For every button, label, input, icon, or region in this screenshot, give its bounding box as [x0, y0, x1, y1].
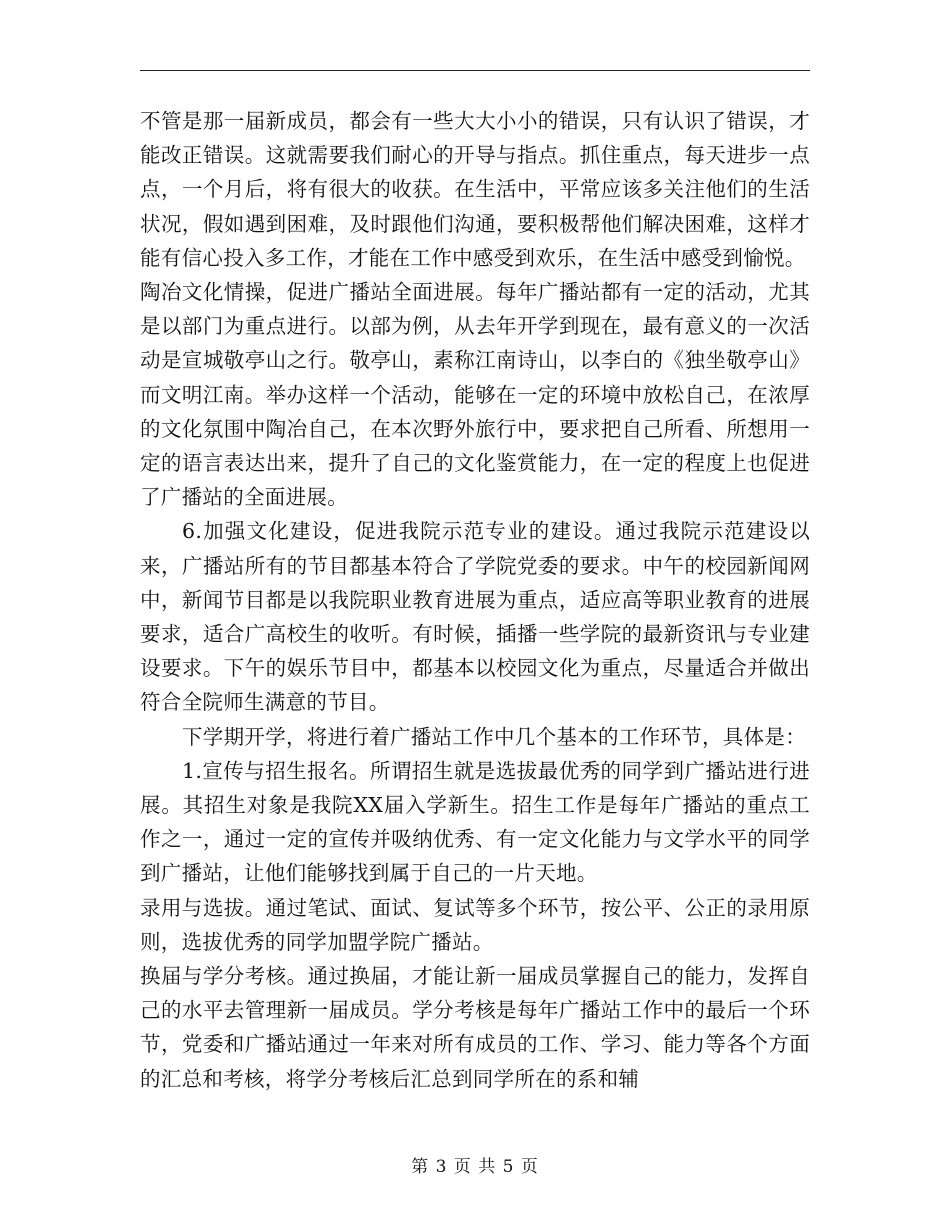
paragraph-3: 6.加强文化建设，促进我院示范专业的建设。通过我院示范建设以来，广播站所有的节目都基本符合了学院党委的要求。中午的校园新闻网中，新闻节目都是以我院职业教育进展为重点，适应高等职业教育的进展要求，适合广高校生的收听。有时候，插播一些学院的最新资讯与专业建设要求。下午的娱乐节目中，都基本以校园文化为重点，尽量适合并做出符合全院师生满意的节目。 [140, 519, 810, 715]
paragraph-4: 下学期开学，将进行着广播站工作中几个基本的工作环节，具体是： [182, 724, 806, 749]
header-rule [140, 70, 810, 71]
paragraph-5: 1.宣传与招生报名。所谓招生就是选拔最优秀的同学到广播站进行进展。其招生对象是我院XX届入学新生。招生工作是每年广播站的重点工作之一，通过一定的宣传并吸纳优秀、有一定文化能力与文学水平的同学到广播站，让他们能够找到属于自己的一片天地。 [140, 758, 810, 886]
paragraph-7: 换届与学分考核。通过换届，才能让新一届成员掌握自己的能力，发挥自己的水平去管理新一届成员。学分考核是每年广播站工作中的最后一个环节，党委和广播站通过一年来对所有成员的工作、学习、能力等各个方面的汇总和考核，将学分考核后汇总到同学所在的系和辅 [140, 964, 810, 1091]
paragraph-2: 陶冶文化情操，促进广播站全面进展。每年广播站都有一定的活动，尤其是以部门为重点进行。以部为例，从去年开学到现在，最有意义的一次活动是宣城敬亭山之行。敬亭山，素称江南诗山，以李白的《独坐敬亭山》而文明江南。举办这样一个活动，能够在一定的环境中放松自己，在浓厚的文化氛围中陶冶自己，在本次野外旅行中，要求把自己所看、所想用一定的语言表达出来，提升了自己的文化鉴赏能力，在一定的程度上也促进了广播站的全面进展。 [140, 280, 810, 510]
document-body [140, 104, 810, 1096]
paragraph-6: 录用与选拔。通过笔试、面试、复试等多个环节，按公平、公正的录用原则，选拔优秀的同学加盟学院广播站。 [140, 895, 810, 954]
page-number: 第 3 页 共 5 页 [411, 1157, 539, 1177]
paragraph-1: 不管是那一届新成员，都会有一些大大小小的错误，只有认识了错误，才能改正错误。这就需要我们耐心的开导与指点。抓住重点，每天进步一点点，一个月后，将有很大的收获。在生活中，平常应该多关注他们的生活状况，假如遇到困难，及时跟他们沟通，要积极帮他们解决困难，这样才能有信心投入多工作，才能在工作中感受到欢乐，在生活中感受到愉悦。 [140, 109, 810, 270]
